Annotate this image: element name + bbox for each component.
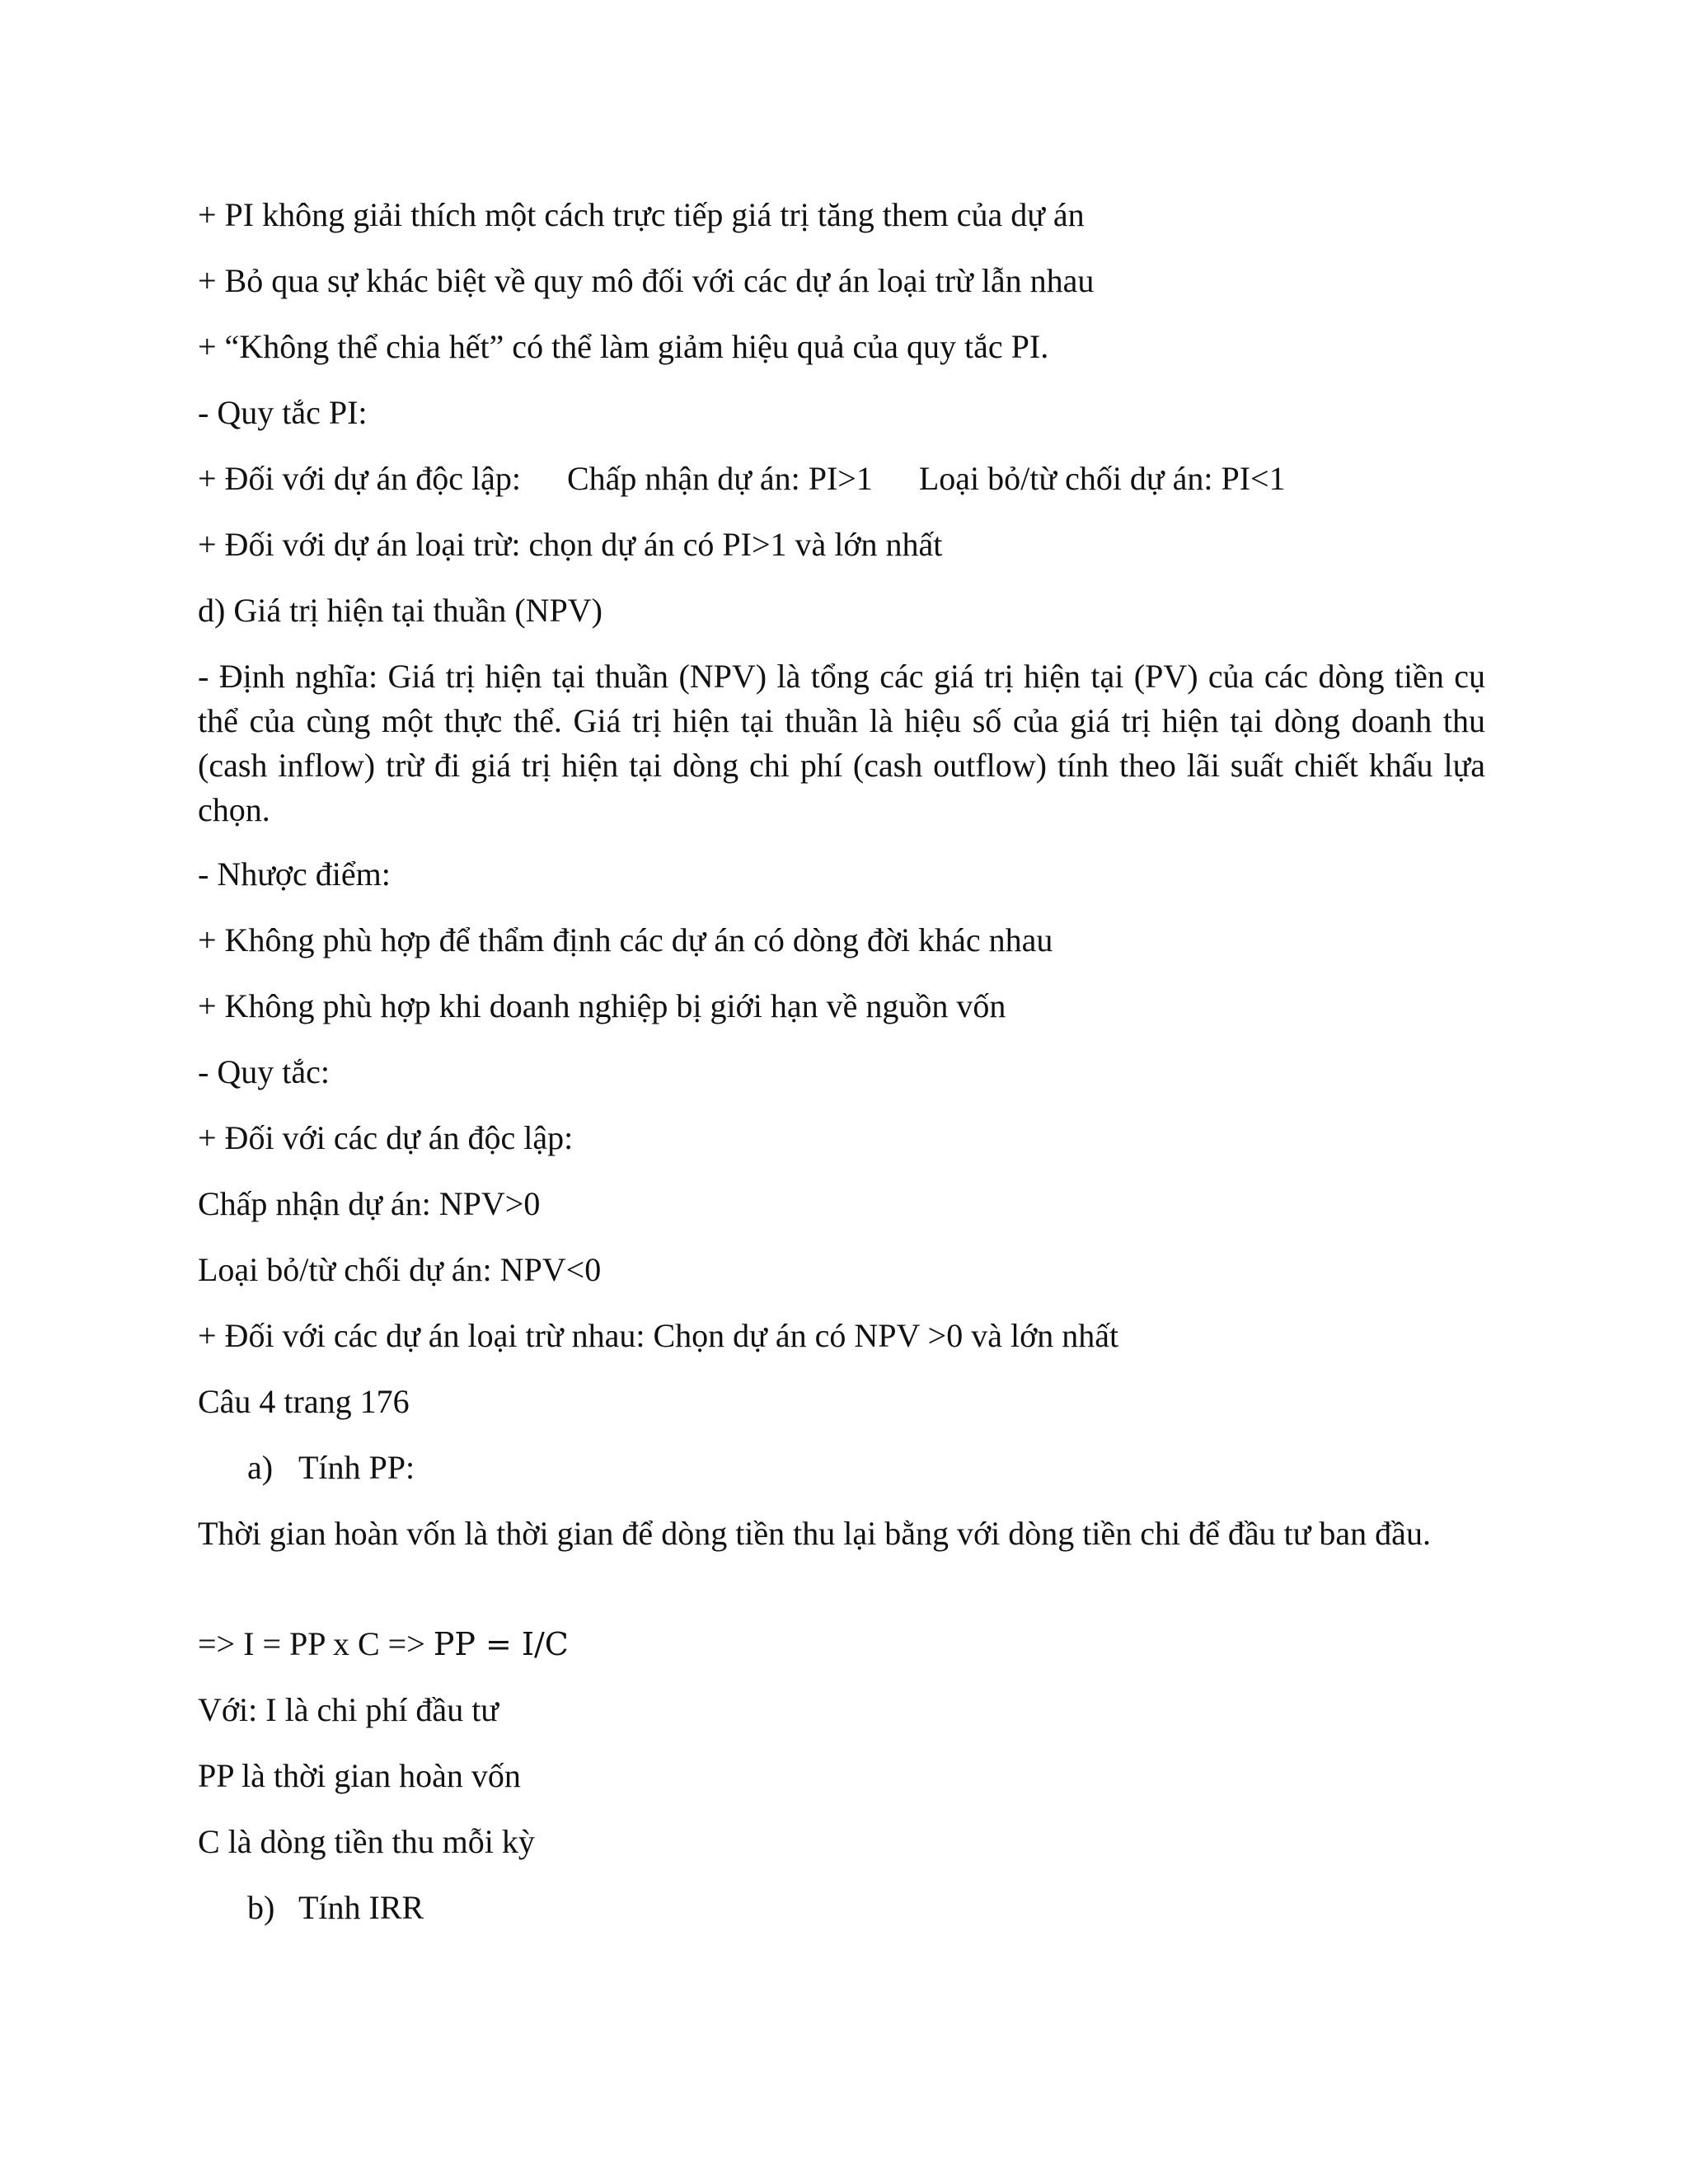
pi-independent-reject: Loại bỏ/từ chối dự án: PI<1 — [918, 460, 1286, 497]
pi-drawback-direct-value: + PI không giải thích một cách trực tiếp giá trị tăng them của dự án — [198, 196, 1085, 233]
list-text-a: Tính PP: — [298, 1449, 415, 1486]
npv-drawback-lifetime: + Không phù hợp để thẩm định các dự án có dòng đời khác nhau — [198, 921, 1053, 958]
list-item-b — [247, 1886, 424, 1930]
var-cashflow: C là dòng tiền thu mỗi kỳ — [198, 1823, 535, 1860]
var-investment: Với: I là chi phí đầu tư — [198, 1691, 499, 1728]
npv-rule-heading: - Quy tắc: — [198, 1053, 330, 1090]
pi-drawback-scale: + Bỏ qua sự khác biệt về quy mô đối với các dự án loại trừ lẫn nhau — [198, 262, 1095, 299]
pp-formula-text: => I = PP x C => — [198, 1625, 425, 1662]
npv-drawbacks-heading: - Nhược điểm: — [198, 855, 391, 893]
list-marker-b: b) — [247, 1889, 275, 1926]
list-text-b: Tính IRR — [298, 1889, 424, 1926]
pp-formula-math: PP = I/C — [433, 1626, 569, 1662]
pi-independent-accept: Chấp nhận dự án: PI>1 — [567, 460, 873, 497]
npv-definition: - Định nghĩa: Giá trị hiện tại thuần (NPV) là tổng các giá trị hiện tại (PV) của các dòng tiền cụ thể của cùng một thực thể. Giá trị hiện tại thuần là hiệu số của giá trị hiện tại dòng doanh thu (cash inflow) trừ đi giá trị hiện tại dòng chi phí (cash outflow) tính theo lãi suất chiết khấu lựa chọn. — [198, 658, 1485, 828]
pp-formula — [198, 1622, 569, 1666]
pp-definition: Thời gian hoàn vốn là thời gian để dòng tiền thu lại bằng với dòng tiền chi để đầu tư ban đầu. — [198, 1515, 1431, 1552]
pi-independent-lead: + Đối với dự án độc lập: — [198, 460, 521, 497]
question-heading: Câu 4 trang 176 — [198, 1383, 410, 1420]
npv-reject: Loại bỏ/từ chối dự án: NPV<0 — [198, 1251, 602, 1288]
npv-heading: d) Giá trị hiện tại thuần (NPV) — [198, 592, 603, 629]
pi-rule-heading: - Quy tắc PI: — [198, 394, 368, 431]
list-item-a — [247, 1446, 415, 1490]
list-marker-a: a) — [247, 1449, 274, 1486]
npv-accept: Chấp nhận dự án: NPV>0 — [198, 1185, 541, 1222]
pi-drawback-indivisible: + “Không thể chia hết” có thể làm giảm hiệu quả của quy tắc PI. — [198, 328, 1049, 365]
npv-rule-independent: + Đối với các dự án độc lập: — [198, 1119, 574, 1156]
npv-drawback-capital: + Không phù hợp khi doanh nghiệp bị giới hạn về nguồn vốn — [198, 987, 1006, 1024]
pi-rule-independent — [198, 457, 1286, 501]
var-payback: PP là thời gian hoàn vốn — [198, 1757, 521, 1794]
pi-rule-exclusive: + Đối với dự án loại trừ: chọn dự án có PI>1 và lớn nhất — [198, 526, 943, 563]
npv-rule-exclusive: + Đối với các dự án loại trừ nhau: Chọn dự án có NPV >0 và lớn nhất — [198, 1317, 1119, 1354]
